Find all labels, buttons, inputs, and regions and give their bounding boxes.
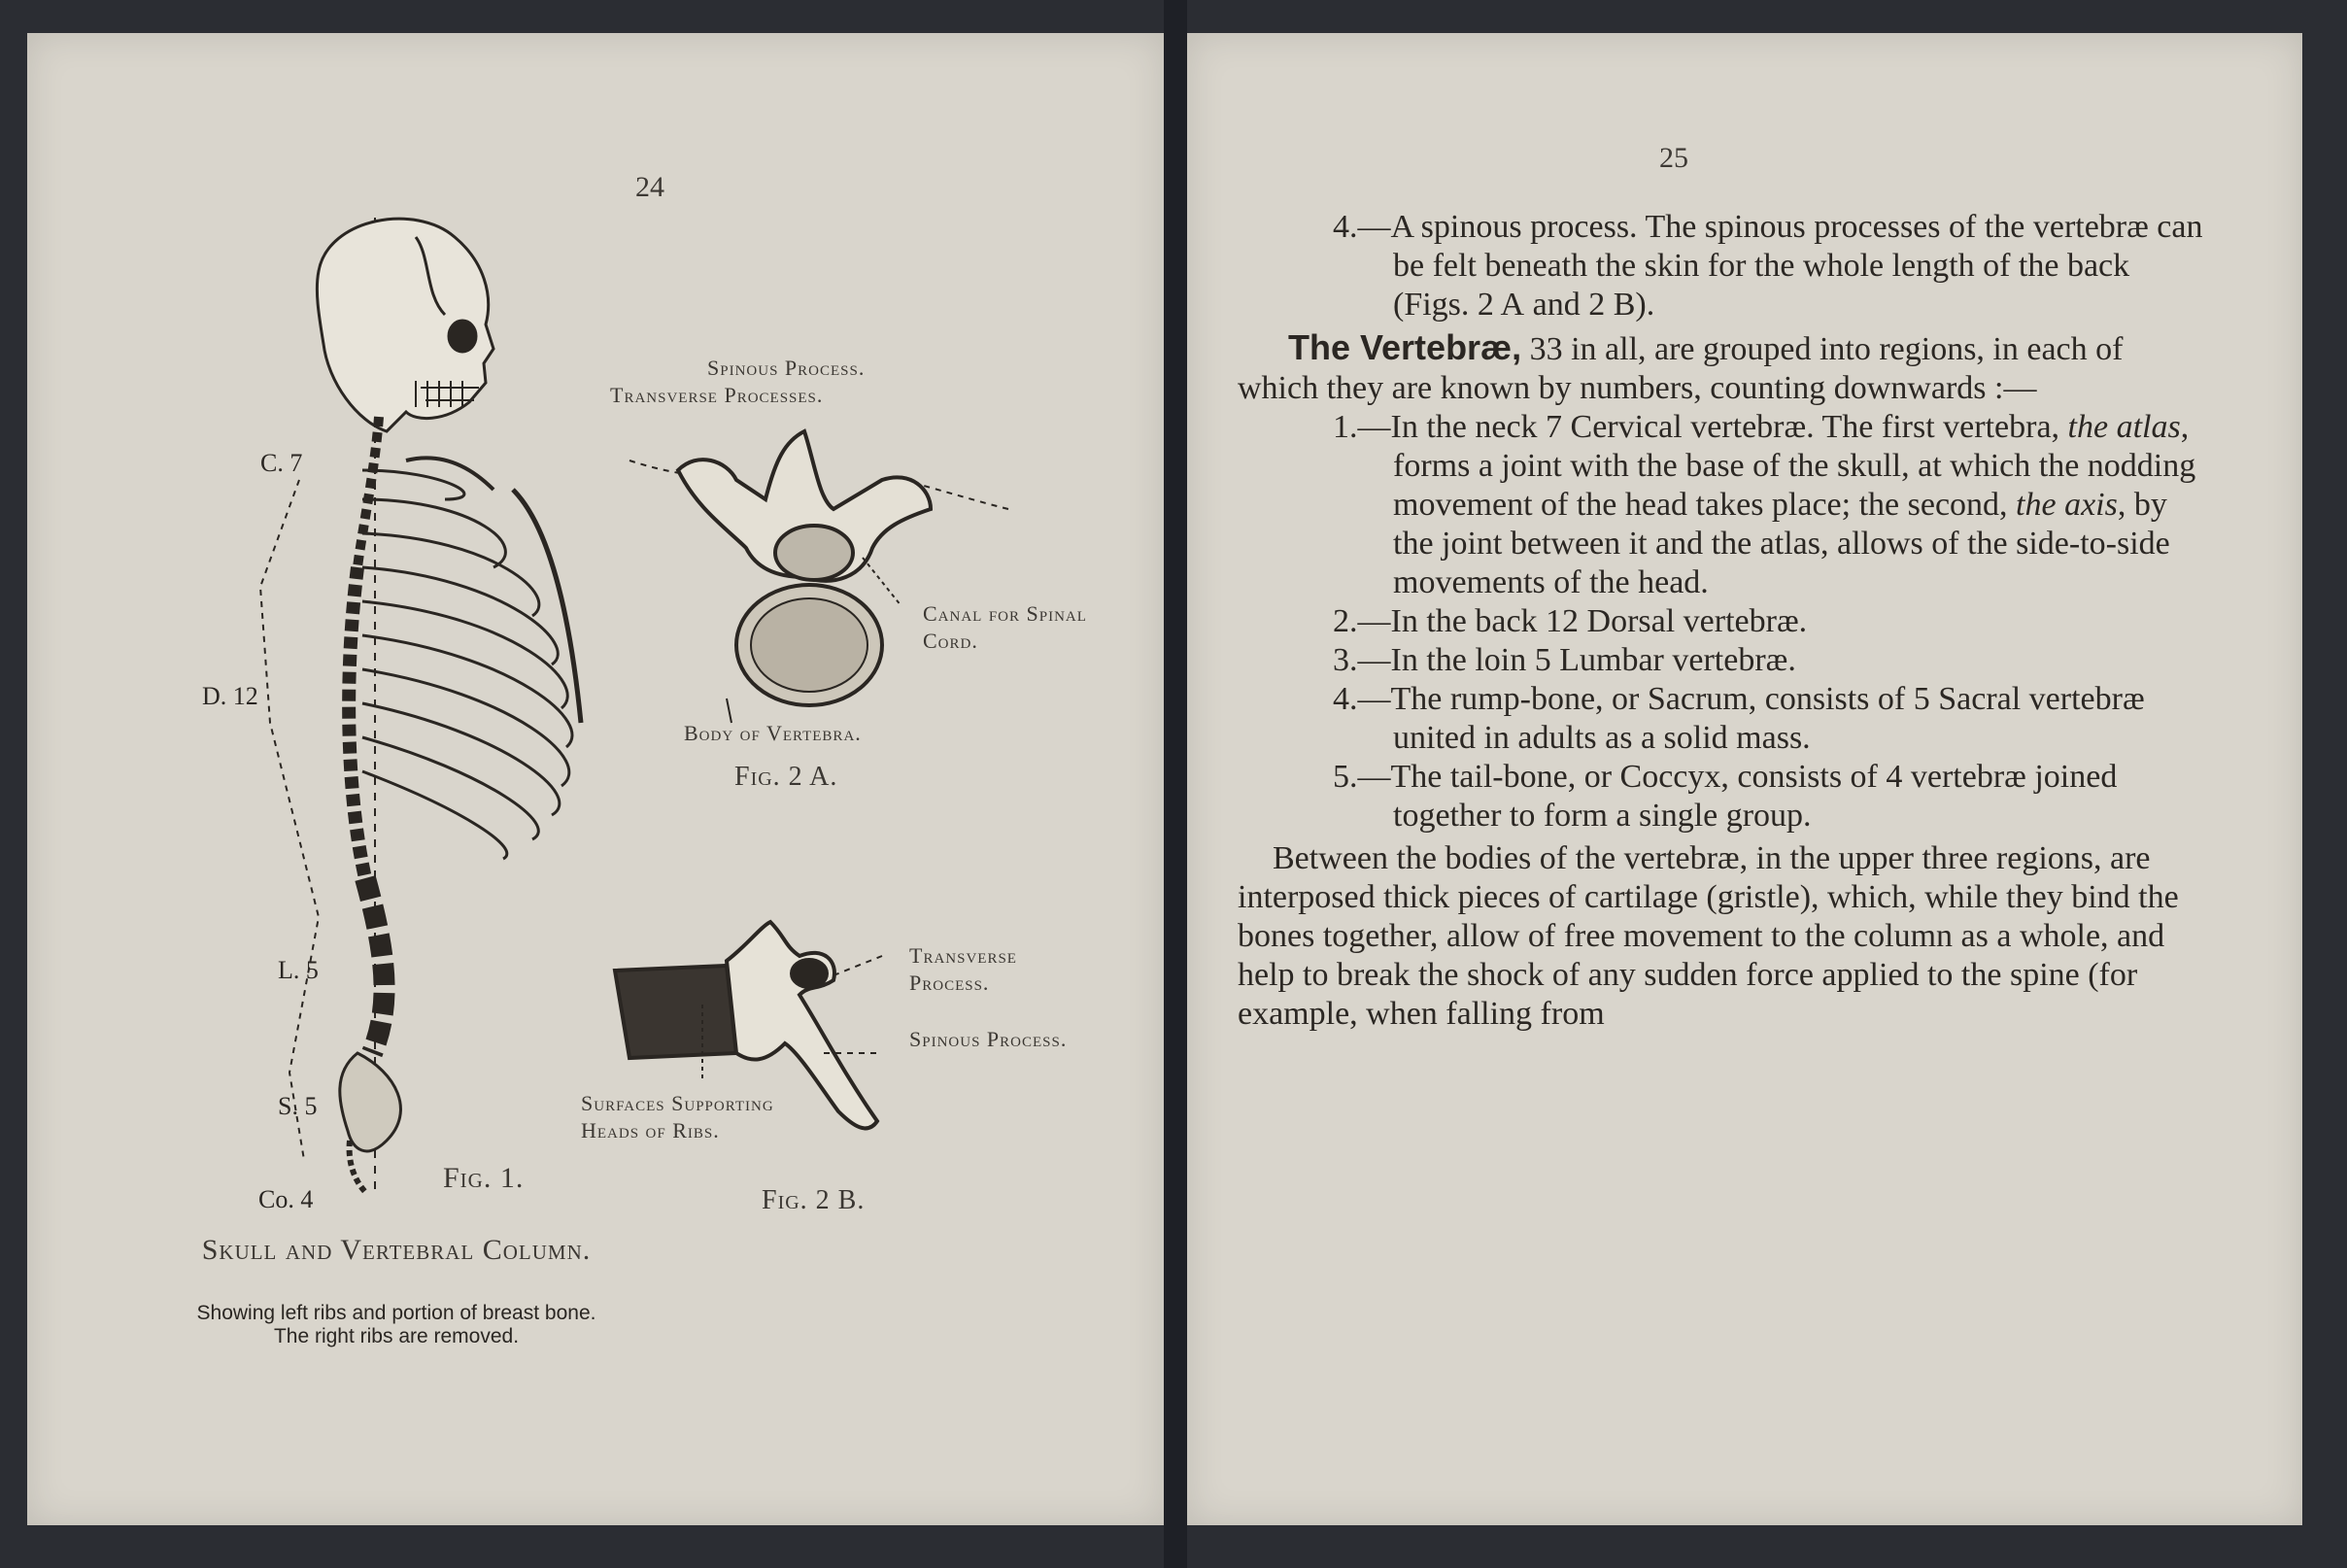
item-text: The rump-bone, or Sacrum, consists of 5 Sacral vertebræ united in adults as a solid mass.: [1390, 681, 2145, 756]
vertebrae-intro-paragraph: [1238, 328, 2209, 408]
region-label-s5: S. 5: [278, 1092, 318, 1120]
paragraph-lead: The Vertebræ,: [1288, 327, 1522, 367]
item-text: and: [1524, 287, 1589, 323]
item-text: , forms a joint with the base of the skull, at which the nodding movement of the head takes place; the second,: [1393, 409, 2196, 523]
fig2b-label-surfaces: Surfaces Supporting Heads of Ribs.: [581, 1091, 774, 1142]
list-item-cervical: [1238, 408, 2209, 602]
region-label-co4: Co. 4: [258, 1185, 314, 1213]
item-text: In the back 12 Dorsal vertebræ.: [1390, 603, 1808, 639]
item-prefix: 2.—: [1333, 603, 1391, 639]
page-body-text: [1238, 208, 2209, 1034]
item-text: ).: [1635, 287, 1655, 323]
item-text: In the neck 7 Cervical vertebræ. The first vertebra,: [1390, 409, 2068, 445]
vertebra-top-illustration: [610, 422, 1018, 733]
list-item-coccyx: [1238, 758, 2209, 835]
left-page: [27, 33, 1164, 1525]
item-prefix: 1.—: [1333, 409, 1391, 445]
item-prefix: 4.—: [1333, 681, 1391, 717]
fig2b-label-transverse: Transverse Process.: [909, 943, 1017, 995]
list-item-lumbar: [1238, 641, 2209, 680]
region-label-c7: C. 7: [260, 449, 303, 477]
region-label-l5: L. 5: [278, 956, 319, 984]
item-text: A spinous process. The spinous processes of the vertebræ can be felt beneath the skin for the whole length of the back (Figs.: [1390, 209, 2203, 323]
fig-reference: 2 B: [1588, 287, 1636, 323]
fig2b-label: Fig. 2 B.: [762, 1185, 866, 1215]
item-italic: the axis: [2016, 487, 2118, 523]
cartilage-paragraph: Between the bodies of the vertebræ, in the upper three regions, are interposed thick pieces of cartilage (gristle), which, while they bind the bones together, allow of free movement to the column as a whole, and help to break the shock of any sudden force applied to the spine (for example, when falling from: [1238, 840, 2179, 1032]
item-prefix: 5.—: [1333, 759, 1391, 795]
item-text: The tail-bone, or Coccyx, consists of 4 vertebræ joined together to form a single group.: [1390, 759, 2118, 834]
fig1-caption-title: Skull and Vertebral Column.: [201, 1234, 592, 1266]
fig2a-label: Fig. 2 A.: [734, 762, 838, 792]
fig2a-label-canal: Canal for Spinal Cord.: [923, 601, 1087, 653]
fig1-caption-text: Showing left ribs and portion of breast bone. The right ribs are removed.: [196, 1302, 596, 1347]
book-gutter: [1164, 0, 1187, 1568]
fig2a-label-spinous: Spinous Process.: [707, 356, 866, 380]
fig2a-label-body: Body of Vertebra.: [684, 721, 862, 745]
item-text: , by the joint between it and the atlas, allows of the side-to-side movements of the head.: [1393, 487, 2170, 600]
item-prefix: 4.—: [1333, 209, 1391, 245]
fig2b-label-spinous: Spinous Process.: [909, 1027, 1068, 1051]
spinous-process-paragraph: [1238, 208, 2209, 324]
item-italic: the atlas: [2067, 409, 2181, 445]
list-item-sacrum: [1238, 680, 2209, 758]
region-label-d12: D. 12: [202, 682, 258, 710]
list-item-dorsal: [1238, 602, 2209, 641]
fig1-label: Fig. 1.: [443, 1162, 525, 1194]
fig-reference: 2 A: [1477, 287, 1525, 323]
right-page: [1187, 33, 2302, 1525]
item-prefix: 3.—: [1333, 642, 1391, 678]
skeleton-illustration: [124, 179, 629, 1228]
page-number-left: 24: [635, 171, 664, 203]
item-text: In the loin 5 Lumbar vertebræ.: [1390, 642, 1796, 678]
fig2a-label-transverse: Transverse Processes.: [610, 383, 824, 407]
paragraph-text: 33 in all, are grouped into regions, in each of which they are known by numbers, counting downwards :—: [1238, 331, 2124, 406]
page-number-right: 25: [1659, 142, 1688, 174]
